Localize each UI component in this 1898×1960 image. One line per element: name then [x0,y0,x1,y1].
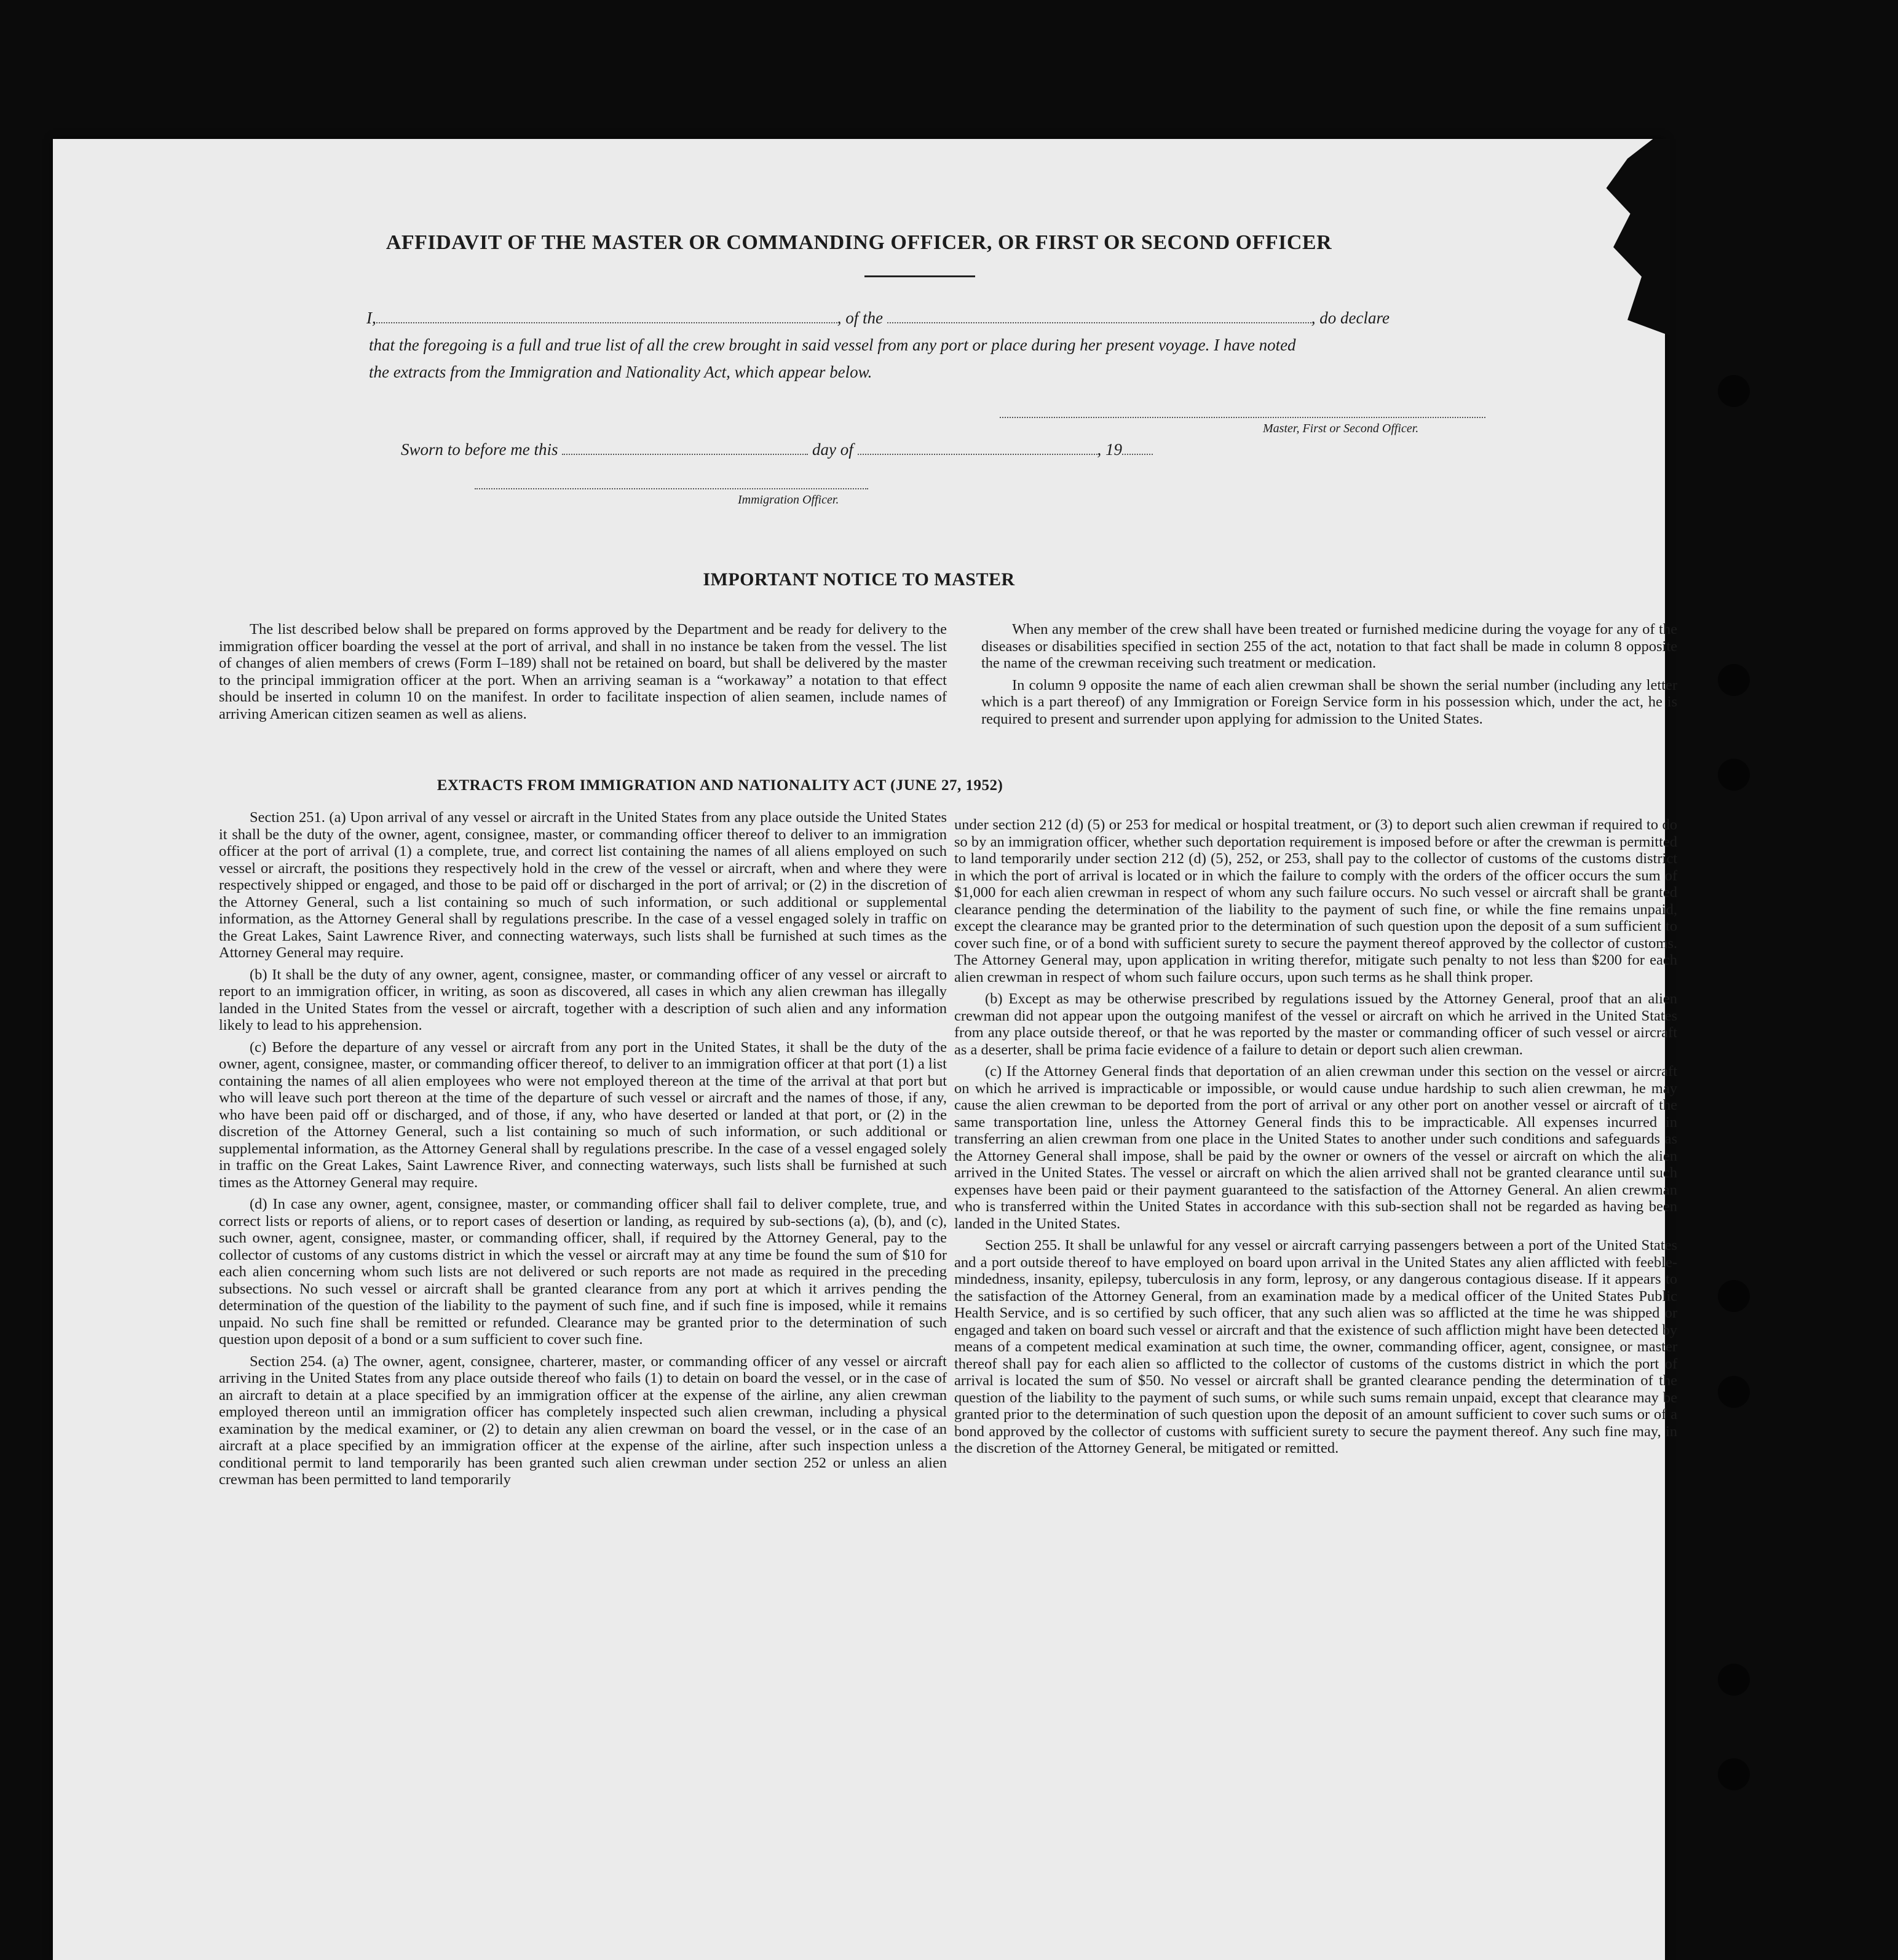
line1-of-the: , of the [837,309,883,327]
punch-hole [1718,375,1750,407]
day-of: day of [812,440,853,459]
extracts-left-column [219,809,947,1493]
sworn-line [401,440,1153,459]
sworn-year-blank[interactable] [1122,454,1153,455]
extract-right-paragraph: under section 212 (d) (5) or 253 for medical or hospital treatment, or (3) to deport such alien crewman if required to do so by an immigration officer, whether such deportation requirement is imposed before or after the crewman is permitted to land temporarily under section 212 (d) (5), 252, or 253, shall pay to the collector of customs of the customs district in which the port of arrival is located or in which the failure to comply with the orders of the officer occurs the sum of $1,000 for each alien crewman in respect of whom any such failure occurs. No such vessel or aircraft shall be granted clearance pending the determination of the liability to the payment of such fine, or while the fine remains unpaid, except the clearance may be granted prior to the determination of such question upon the deposit of a sum sufficient to cover such fine, or of a bond with sufficient surety to secure the payment thereof approved by the collector of customs. The Attorney General may, upon application in writing therefor, mitigate such penalty to not less than $200 for each alien crewman in respect of whom such failure occurs, upon such terms as he shall think proper. [954,816,1677,986]
title-rule [864,275,975,277]
extract-right-paragraph: Section 255. It shall be unlawful for any vessel or aircraft carrying passengers between a port of the United States and a port outside thereof to have employed on board upon arrival in the United States any alien afflicted with feeble-mindedness, insanity, epilepsy, tuberculosis in any form, leprosy, or any dangerous contagious disease. If it appears to the satisfaction of the Attorney General, from an examination made by a medical officer of the United States Public Health Service, and is so certified by such officer, that any such alien was so afflicted at the time he was shipped or engaged and taken on board such vessel or aircraft and that the existence of such affliction might have been detected by means of a competent medical examination at such time, the owner, commanding officer, agent, consignee, or master thereof shall pay for each alien so afflicted to the collector of customs of the customs district in which the port of arrival is located the sum of $50. No vessel or aircraft shall be granted clearance pending the determination of the question of the liability to the payment of such sums, or while such sums remain unpaid, except that clearance may be granted prior to the determination of such question upon the deposit of an amount sufficient to cover such sums or of a bond approved by the collector of customs with sufficient surety to secure the payment thereof. Any such fine may, in the discretion of the Attorney General, be mitigated or remitted. [954,1237,1677,1456]
punch-hole [1718,664,1750,696]
extract-left-paragraph: Section 254. (a) The owner, agent, consignee, charterer, master, or commanding officer of any vessel or aircraft arriving in the United States from any place outside thereof who fails (1) to detain on board the vessel, or in the case of an aircraft to detain at a place specified by an immigration officer at the expense of the airline, any alien crewman employed thereon until an immigration officer has completely inspected such alien crewman, including a physical examination by the medical examiner, or (2) to detain any alien crewman on board the vessel, or in the case of an aircraft at a place specified by an immigration officer at the expense of the airline, after such inspection unless a conditional permit to land temporarily has been granted such alien crewman under section 252 or unless an alien crewman has been permitted to land temporarily [219,1353,947,1488]
extract-left-paragraph: (c) Before the departure of any vessel or aircraft from any port in the United States, it shall be the duty of the owner, agent, consignee, master, or commanding officer thereof, to deliver to an immigration officer at that port (1) a list containing the names of all alien employees who were not employed thereon at the time of the arrival at that port but who will leave such port thereon at the time of the departure of such vessel or aircraft and the names of those, if any, who have been paid off or discharged, and of those, if any, who have deserted or landed at that port, or (2) in the discretion of the Attorney General, such a list containing so much of such information, or such additional or supplemental information, as the Attorney General shall by regulations prescribe. In the case of a vessel engaged solely in traffic on the Great Lakes, Saint Lawrence River, and connecting waterways, such lists shall be furnished at such times as the Attorney General may require. [219,1038,947,1191]
affidavit-line-3: the extracts from the Immigration and Nationality Act, which appear below. [369,363,872,381]
extract-left-paragraph: Section 251. (a) Upon arrival of any vessel or aircraft in the United States from any place outside the United States it shall be the duty of the owner, agent, consignee, master, or commanding officer thereof to deliver to an immigration officer at the port of arrival (1) a complete, true, and correct list containing the names of all aliens employed on such vessel or aircraft, the positions they respectively hold in the crew of the vessel or aircraft, when and where they were respectively shipped or engaged, and those to be paid off or discharged in the port of arrival; or (2) in the discretion of the Attorney General, such a list containing so much of such information, or such additional or supplemental information, as the Attorney General shall by regulations prescribe. In the case of a vessel engaged solely in traffic on the Great Lakes, Saint Lawrence River, and connecting waterways, such lists shall be furnished at such times as the Attorney General may require. [219,809,947,961]
extract-right-paragraph: (b) Except as may be otherwise prescribed by regulations issued by the Attorney General, proof that an alien crewman did not appear upon the outgoing manifest of the vessel or aircraft on which he arrived in the United States from any place outside thereof, or that he was reported by the master or commanding officer of such vessel or aircraft as a deserter, shall be prima facie evidence of a failure to detain or deport such alien crewman. [954,990,1677,1058]
punch-hole [1718,1758,1750,1790]
punch-hole [1718,1664,1750,1696]
extracts-title: EXTRACTS FROM IMMIGRATION AND NATIONALITY ACT (JUNE 27, 1952) [437,777,1003,794]
extract-left-paragraph: (b) It shall be the duty of any owner, agent, consignee, master, or commanding officer of any vessel or aircraft to report to an immigration officer, in writing, as soon as discovered, all cases in which any alien crewman has illegally landed in the United States from the vessel or aircraft, together with a description of such alien and any information likely to lead to his apprehension. [219,966,947,1033]
name-blank[interactable] [376,322,837,323]
document-page [53,139,1677,1960]
notice-left-paragraph: The list described below shall be prepared on forms approved by the Department and be ready for delivery to the immigration officer boarding the vessel at the port of arrival, and shall in no instance be taken from the vessel. The list of changes of alien members of crews (Form I–189) shall not be retained on board, but shall be delivered by the master to the principal immigration officer at the port. When an arriving seaman is a “workaway” a notation to that effect should be inserted in column 10 on the manifest. In order to facilitate inspection of alien seamen, include names of arriving American citizen seamen as well as aliens. [219,621,947,722]
notice-right-paragraph-2: In column 9 opposite the name of each alien crewman shall be shown the serial number (including any letter which is a part thereof) of any Immigration or Foreign Service form in his possession which, under the act, he is required to present and surrender upon applying for admission to the United States. [981,676,1677,727]
punch-hole [1718,759,1750,791]
affidavit-line-1 [366,309,1390,328]
line1-declare: , do declare [1311,309,1390,327]
vessel-blank[interactable] [887,322,1311,323]
master-signature-line[interactable] [1000,417,1485,418]
extract-left-paragraph: (d) In case any owner, agent, consignee, master, or commanding officer shall fail to deliver complete, true, and correct lists or reports of aliens, or to report cases of desertion or landing, as required by sub-sections (a), (b), and (c), such owner, agent, consignee, master, or commanding officer, shall, if required by the Attorney General, pay to the collector of customs of any customs district in which the vessel or aircraft may at any time be found the sum of $10 for each alien concerning whom such lists are not delivered or such reports are not made as required in the preceding subsections. No such vessel or aircraft shall be granted clearance from any port at which it arrives pending the determination of the question of the liability to the payment of such fine, and if such fine is imposed, while it remains unpaid. No such fine shall be remitted or refunded. Clearance may be granted prior to the determination of such question upon deposit of a bond or a sum sufficient to cover such fine. [219,1196,947,1348]
sworn-month-blank[interactable] [858,454,1097,455]
year-prefix: , 19 [1097,440,1122,459]
sworn-day-blank[interactable] [562,454,808,455]
notice-left-column [219,621,947,727]
extract-right-paragraph: (c) If the Attorney General finds that deportation of an alien crewman under this section on the vessel or aircraft on which he arrived is impracticable or impossible, or would cause undue hardship to such alien crewman, he may cause the alien crewman to be deported from the port of arrival or any other port on another vessel or aircraft of the same transportation line, unless the Attorney General finds this to be impracticable. All expenses incurred in transferring an alien crewman from one place in the United States to another under such conditions and safeguards as the Attorney General shall impose, shall be paid by the owner or owners of the vessel or aircraft on which the alien arrived in the United States. The vessel or aircraft on which the alien arrived shall not be granted clearance until such expenses have been paid or their payment guaranteed to the satisfaction of the Attorney General. An alien crewman who is transferred within the United States in accordance with this sub-section shall not be regarded as having been landed in the United States. [954,1063,1677,1232]
affidavit-line-2: that the foregoing is a full and true list of all the crew brought in said vessel from any port or place during her present voyage. I have noted [369,336,1296,354]
extracts-right-column [954,816,1677,1462]
affidavit-title: AFFIDAVIT OF THE MASTER OR COMMANDING OFFICER, OR FIRST OR SECOND OFFICER [386,231,1332,254]
officer-signature-line[interactable] [475,488,868,489]
notice-right-column [981,621,1677,732]
punch-hole [1718,1376,1750,1408]
notice-right-paragraph-1: When any member of the crew shall have been treated or furnished medicine during the voyage for any of the diseases or disabilities specified in section 255 of the act, notation to that fact shall be made in column 8 opposite the name of the crewman receiving such treatment or medication. [981,621,1677,671]
sworn-text: Sworn to before me this [401,440,558,459]
master-label: Master, First or Second Officer. [1263,422,1419,435]
punch-hole [1718,1280,1750,1312]
line1-i: I, [366,309,376,327]
officer-label: Immigration Officer. [738,493,839,507]
notice-title: IMPORTANT NOTICE TO MASTER [703,569,1015,590]
